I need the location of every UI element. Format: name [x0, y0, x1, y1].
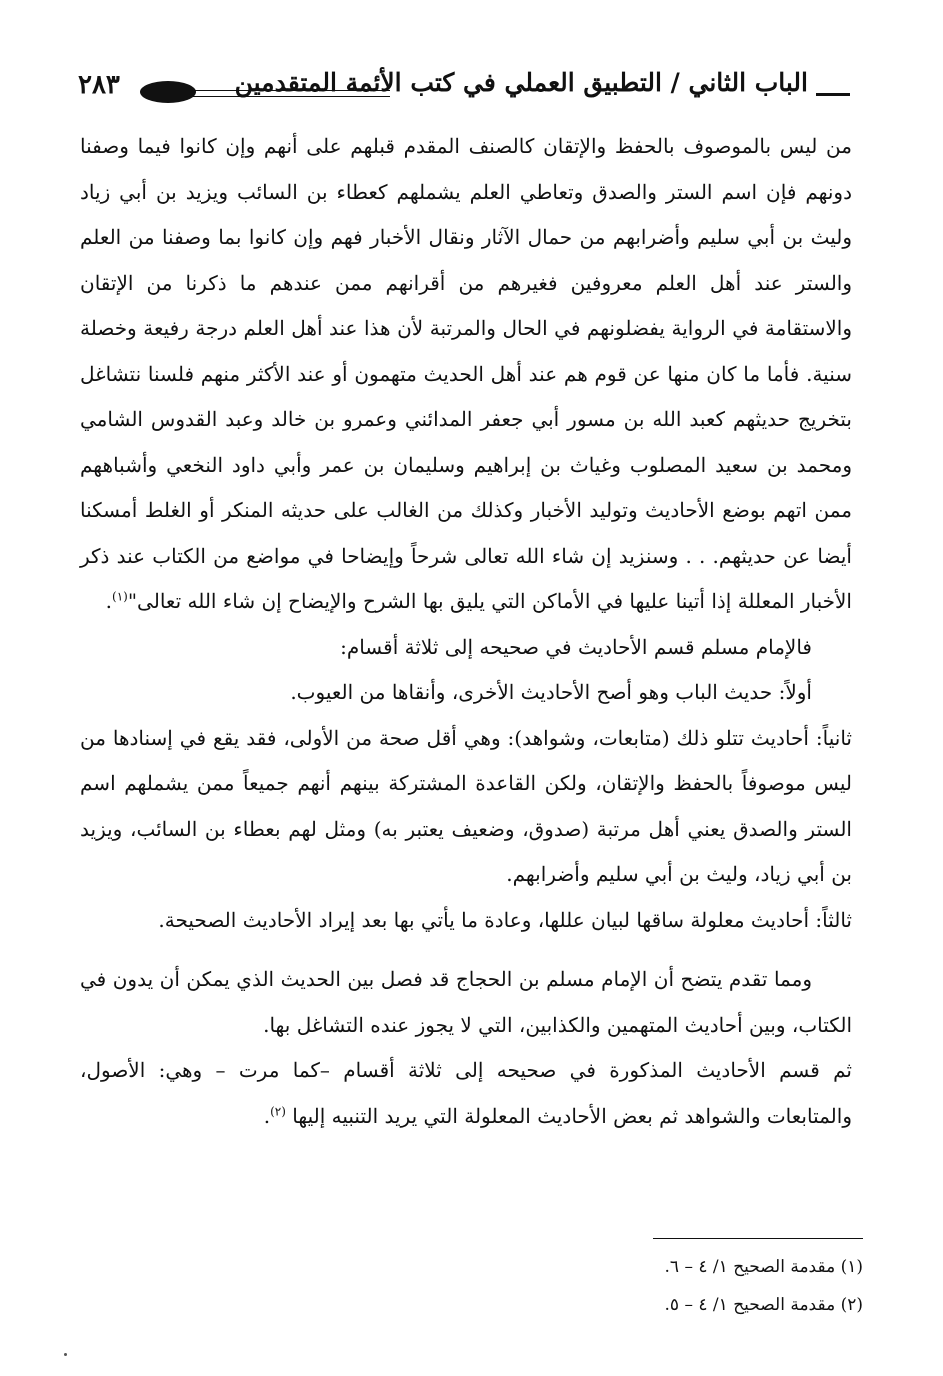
footnote-1: (١) مقدمة الصحيح ١/ ٤ – ٦. [664, 1257, 863, 1277]
division-text: ثم قسم الأحاديث المذكورة في صحيحه إلى ثلاثة أقسام –كما مرت – وهي: الأصول، والمتابعات والشواهد ثم بعض الأحاديث المعلولة التي يريد التنبيه إليها [80, 1058, 852, 1128]
quote-end: . [105, 589, 113, 613]
footnote-ref-2: (٢) [270, 1103, 286, 1118]
footnote-ref-1: (١) [112, 589, 128, 604]
paragraph-third: ثالثاً: أحاديث معلولة ساقها لبيان عللها، وعادة ما يأتي بها بعد إيراد الأحاديث الصحيحة. [158, 907, 852, 932]
footnote-separator [653, 1238, 863, 1239]
paragraph-first: أولاً: حديث الباب وهو أصح الأحاديث الأخرى، وأنقاها من العيوب. [290, 680, 812, 704]
paragraph-conclusion: ومما تقدم يتضح أن الإمام مسلم بن الحجاج قد فصل بين الحديث الذي يمكن أن يدون في الكتاب، وبين أحاديث المتهمين والكذابين، التي لا يجوز عنده التشاغل بها. [80, 967, 852, 1037]
running-header [78, 62, 850, 112]
main-text [80, 124, 852, 1139]
paragraph-summary: فالإمام مسلم قسم الأحاديث في صحيحه إلى ثلاثة أقسام: [340, 634, 812, 659]
header-ornament [140, 81, 196, 103]
footnotes [91, 1248, 863, 1324]
paragraph-division [80, 1048, 852, 1139]
chapter-title: الباب الثاني / التطبيق العملي في كتب الأئمة المتقدمين [234, 68, 808, 97]
page-number: ٢٨٣ [78, 70, 120, 100]
paragraph-quote [80, 124, 852, 625]
footnote-2: (٢) مقدمة الصحيح ١/ ٤ – ٥. [664, 1295, 863, 1315]
header-double-rule [180, 90, 390, 97]
scan-speck [64, 1353, 67, 1356]
paragraph-second: ثانياً: أحاديث تتلو ذلك (متابعات، وشواهد): وهي أقل صحة من الأولى، فقد يقع في إسنادها من ليس موصوفاً بالحفظ والإتقان، ولكن القاعدة المشتركة بينهم أنهم جميعاً ممن يشملهم اسم الستر والصدق يعني أهل مرتبة (صدوق، وضعيف يعتبر به) ومثل لهم بعطاء بن السائب، ويزيد بن أبي زياد، وليث بن أبي سليم وأضرابهم. [80, 725, 852, 886]
header-dash [816, 93, 850, 96]
division-end: . [263, 1103, 271, 1128]
quote-text: من ليس بالموصوف بالحفظ والإتقان كالصنف المقدم قبلهم على أنهم وإن كانوا فيما وصفنا دونهم فإن اسم الستر والصدق وتعاطي العلم يشملهم كعطاء بن السائب ويزيد بن أبي زياد وليث بن أبي سليم وأضرابهم من حمال الآثار ونقال الأخبار فهم وإن كانوا بما وصفنا من العلم والستر عند أهل العلم معروفين فغيرهم من أقرانهم ممن عندهم ما ذكرنا من الإتقان والاستقامة في الرواية يفضلونهم في الحال والمرتبة لأن هذا عند أهل العلم درجة رفيعة وخصلة سنية. فأما ما كان منها عن قوم هم عند أهل الحديث متهمون أو عند الأكثر منهم فلسنا نتشاغل بتخريج حديثهم كعبد الله بن مسور أبي جعفر المدائني وعمرو بن خالد وعبد القدوس الشامي ومحمد بن سعيد المصلوب وغياث بن إبراهيم وسليمان بن عمر وأبي داود النخعي وأشباههم ممن اتهم بوضع الأحاديث وتوليد الأخبار وكذلك من الغالب على حديثه المنكر أو الغلط أمسكنا أيضا عن حديثهم. . . وسنزيد إن شاء الله تعالى شرحاً وإيضاحا في مواضع من الكتاب عند ذكر الأخبار المعللة إذا أتينا عليها في الأماكن التي يليق بها الشرح والإيضاح إن شاء الله تعالى" [80, 134, 852, 613]
